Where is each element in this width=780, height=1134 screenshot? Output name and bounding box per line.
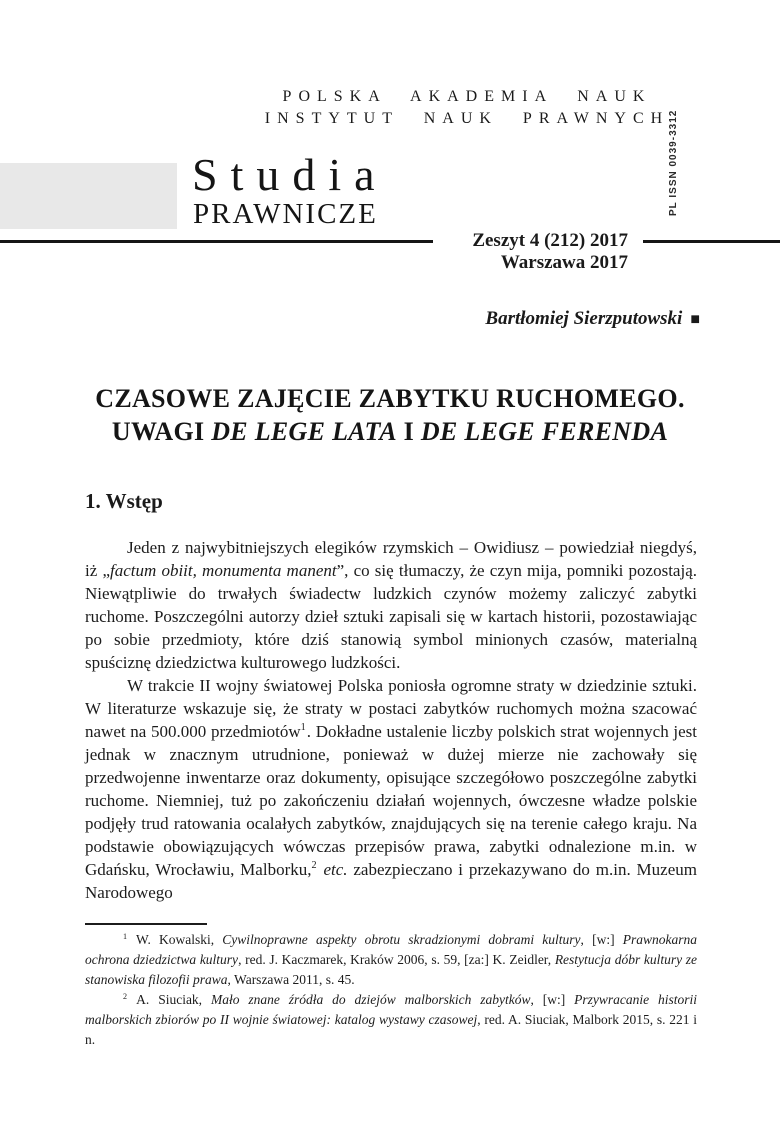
body-paragraph-2: W trakcie II wojny światowej Polska poniosła ogromne straty w dziedzinie sztuki. W literaturze wskazuje się, że straty w postaci zabytków ruchomych można szacować nawet na 500.000 przedmiotów$^1$. Dokładne ustalenie liczby polskich strat wojennych jest jednak w znacznym utrudnione, ponieważ w dużej mierze nie zachowały się przedwojenne inwentarze oraz dokumenty, opisujące szczegółowo poszczególne zabytki ruchome. Niemniej, tuż po zakończeniu działań wojennych, ówczesne władze polskie podjęły trud ratowania ocalałych zabytków, znajdujących się na terenie całego kraju. Na podstawie obowiązujących wówczas przepisów prawa, zabytki odnalezione m.in. w Gdańsku, Wrocławiu, Malborku,$^2$ etc. zabezpieczano i przekazywano do m.in. Muzeum Narodowego [85, 676, 697, 902]
header-rule-right [643, 240, 780, 243]
article-title-line-1: CZASOWE ZAJĘCIE ZABYTKU RUCHOMEGO. [95, 384, 685, 413]
issue-info [472, 230, 628, 274]
article-body [85, 536, 697, 904]
issn-vertical-label: PL ISSN 0039-3312 [668, 109, 679, 216]
author-square-marker: ■ [690, 311, 700, 328]
journal-name-studia: Studia [192, 149, 388, 200]
author-line [485, 308, 700, 330]
header-rule-left [0, 240, 433, 243]
section-heading: 1. Wstęp [85, 489, 163, 513]
publisher-line-2: INSTYTUT NAUK PRAWNYCH [264, 110, 670, 127]
footnote-2: $^2$ A. Siuciak, Mało znane źródła do dziejów malborskich zabytków, [w:] Przywracanie historii malborskich zbiorów po II wojnie światowej: katalog wystawy czasowej, red. A. Siuciak, Malbork 2015, s. 221 i n. [85, 991, 698, 1047]
article-title-line-2: UWAGI DE LEGE LATA I DE LEGE FERENDA [111, 417, 669, 446]
publisher-line-1: POLSKA AKADEMIA NAUK [282, 88, 652, 105]
issue-number: Zeszyt 4 (212) 2017 [472, 230, 628, 251]
footnote-separator-rule [85, 923, 207, 925]
footnote-1: $^1$ W. Kowalski, Cywilnoprawne aspekty obrotu skradzionymi dobrami kultury, [w:] Prawnokarna ochrona dziedzictwa kultury, red. J. Kaczmarek, Kraków 2006, s. 59, [za:] K. Zeidler, Restytucja dóbr kultury ze stanowiska filozofii prawa, Warszawa 2011, s. 45. [85, 931, 698, 987]
masthead-gray-block [0, 163, 177, 229]
body-paragraph-1: Jeden z najwybitniejszych elegików rzymskich – Owidiusz – powiedział niegdyś, iż „factum obiit, monumenta manent”, co się tłumaczy, że czyn mija, pomniki pozostają. Niewątpliwie do trwałych świadectw ludzkich czynów możemy zaliczyć zabytki ruchome. Poszczególni autorzy dzieł sztuki zapisali się w kartach historii, pozostawiając po sobie przedmioty, które dziś stanowią symbol minionych czasów, materialną spuściznę dziedzictwa kulturowego ludzkości. [85, 538, 697, 672]
issue-place-year: Warszawa 2017 [500, 252, 628, 273]
journal-name-prawnicze: PRAWNICZE [193, 198, 378, 230]
footnotes-block [85, 930, 697, 1050]
author-name: Bartłomiej Sierzputowski [485, 308, 683, 329]
